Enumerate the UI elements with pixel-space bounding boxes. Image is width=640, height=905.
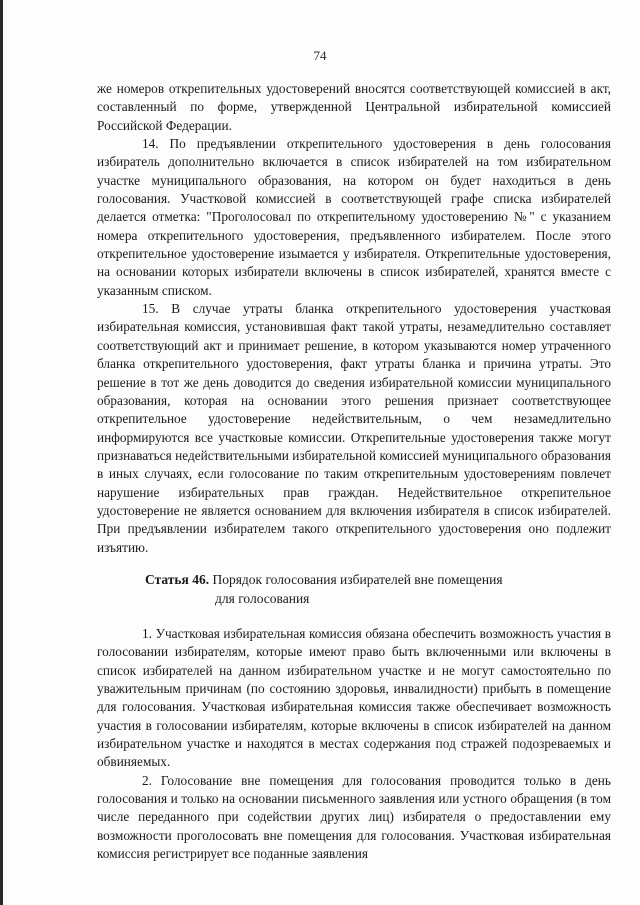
article-heading [145,571,565,608]
article-body-text [97,625,611,863]
page-number: 74 [313,48,327,63]
paragraph-14: 14. По предъявлении открепительного удостоверения в день голосования избиратель дополнительно включается в список избирателей на том избирательном участке муниципального образования, на котором он будет находиться в день голосования. Участковой комиссией в соответствующей графе списка избирателей делается отметка: "Проголосовал по открепительному удостоверению №" с указанием номера открепительного удостоверения, предъявленного избирателем. После этого открепительное удостоверение изымается у избирателя. Открепительные удостоверения, на основании которых избиратели включены в список избирателей, хранятся вместе с указанным списком. [97,136,611,298]
article-title-line2: для голосования [215,590,310,606]
article-title-line1: Порядок голосования избирателей вне помещения [209,572,503,587]
paragraph-continuation: же номеров открепительных удостоверений вносятся соответствующей комиссией в акт, составленный по форме, утвержденной Центральной избирательной комиссией Российской Федерации. [97,81,611,133]
article-paragraph-2: 2. Голосование вне помещения для голосования проводится только в день голосования и только на основании письменного заявления или устного обращения (в том числе переданного при содействии других лиц) избирателя о предоставлении ему возможности проголосовать вне помещения для голосования. Участковая избирательная комиссия регистрирует все поданные заявления [97,772,611,862]
article-paragraph-1: 1. Участковая избирательная комиссия обязана обеспечить возможность участия в голосовании избирателям, которые имеют право быть включенными или включены в список избирателей на данном избирательном участке и не могут самостоятельно по уважительным причинам (по состоянию здоровья, инвалидности) прибыть в помещение для голосования. Участковая избирательная комиссия также обеспечивает возможность участия в голосовании избирателям, которые включены в список избирателей на данном избирательном участке и находятся в местах содержания под стражей подозреваемых и обвиняемых. [97,626,611,770]
scan-edge [0,0,3,905]
body-text [97,80,611,557]
paragraph-15: 15. В случае утраты бланка открепительного удостоверения участковая избирательная комиссия, установившая факт такой утраты, незамедлительно составляет соответствующий акт и принимает решение, в котором указываются номер утраченного бланка открепительного удостоверения, факт утраты бланка и причина утраты. Это решение в тот же день доводится до сведения избирательной комиссии муниципального образования, которая на основании этого решения признает соответствующее открепительное удостоверение недействительным, о чем незамедлительно информируются все участковые комиссии. Открепительные удостоверения также могут признаваться недействительными избирательной комиссией муниципального образования в иных случаях, если голосование по таким открепительным удостоверениям повлечет нарушение избирательных прав граждан. Недействительное открепительное удостоверение не является основанием для включения избирателя в список избирателей. При предъявлении избирателем такого открепительного удостоверения оно подлежит изъятию. [97,301,611,555]
article-label: Статья 46. [145,572,210,587]
